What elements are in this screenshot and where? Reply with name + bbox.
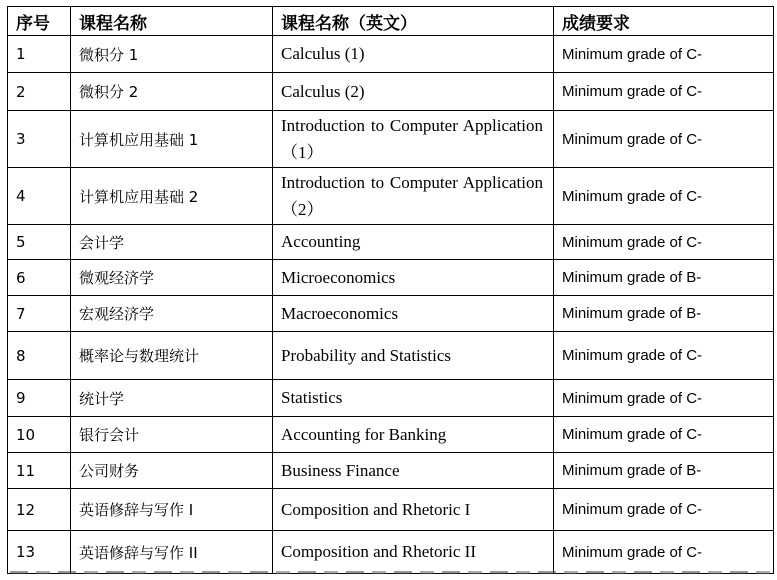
grade-requirement: Minimum grade of B- [554,453,774,489]
course-name: 概率论与数理统计 [71,332,273,380]
table-row [8,225,774,260]
course-name: 会计学 [71,225,273,260]
course-name-english: Macroeconomics [273,296,554,332]
course-name-english: Accounting for Banking [273,417,554,453]
grade-requirement: Minimum grade of C- [554,168,774,225]
course-name: 银行会计 [71,417,273,453]
row-number: 8 [8,332,71,380]
row-number: 9 [8,380,71,417]
row-number: 3 [8,111,71,168]
course-name-english: Probability and Statistics [273,332,554,380]
table-row [8,417,774,453]
course-name: 微积分 2 [71,73,273,111]
course-name: 微积分 1 [71,36,273,73]
grade-requirement: Minimum grade of C- [554,332,774,380]
course-name-english: Calculus (1) [273,36,554,73]
course-name: 微观经济学 [71,260,273,296]
table-row [8,489,774,531]
row-number: 12 [8,489,71,531]
course-name-english: Composition and Rhetoric I [273,489,554,531]
course-name-english: Composition and Rhetoric II [273,531,554,574]
table-row [8,260,774,296]
course-name: 公司财务 [71,453,273,489]
header-number: 序号 [8,7,71,36]
grade-requirement: Minimum grade of B- [554,296,774,332]
row-number: 6 [8,260,71,296]
course-name: 宏观经济学 [71,296,273,332]
table-row [8,168,774,225]
table-row [8,296,774,332]
header-row [8,7,774,36]
course-name-english: Statistics [273,380,554,417]
table-row [8,453,774,489]
grade-requirement: Minimum grade of C- [554,531,774,574]
course-name: 英语修辞与写作 I [71,489,273,531]
grade-requirement: Minimum grade of C- [554,380,774,417]
grade-requirement: Minimum grade of C- [554,73,774,111]
table-row [8,73,774,111]
course-name-english: Microeconomics [273,260,554,296]
row-number: 5 [8,225,71,260]
table-row [8,332,774,380]
course-name: 计算机应用基础 1 [71,111,273,168]
grade-requirement: Minimum grade of C- [554,417,774,453]
table-row [8,531,774,574]
row-number: 13 [8,531,71,574]
row-number: 2 [8,73,71,111]
course-name-english: Introduction to Computer Application（1） [273,111,554,168]
course-name: 英语修辞与写作 II [71,531,273,574]
grade-requirement: Minimum grade of C- [554,489,774,531]
row-number: 7 [8,296,71,332]
course-name-english: Introduction to Computer Application（2） [273,168,554,225]
grade-requirement: Minimum grade of C- [554,111,774,168]
grade-requirement: Minimum grade of C- [554,36,774,73]
course-name: 统计学 [71,380,273,417]
course-name: 计算机应用基础 2 [71,168,273,225]
table-row [8,380,774,417]
row-number: 4 [8,168,71,225]
cropped-text-line [10,571,770,574]
course-name-english: Accounting [273,225,554,260]
header-course-name-english: 课程名称（英文） [273,7,554,36]
header-grade-requirement: 成绩要求 [554,7,774,36]
row-number: 10 [8,417,71,453]
grade-requirement: Minimum grade of C- [554,225,774,260]
grade-requirement: Minimum grade of B- [554,260,774,296]
row-number: 1 [8,36,71,73]
course-requirements-table [7,6,774,574]
course-name-english: Calculus (2) [273,73,554,111]
course-name-english: Business Finance [273,453,554,489]
row-number: 11 [8,453,71,489]
table-row [8,36,774,73]
header-course-name: 课程名称 [71,7,273,36]
table-row [8,111,774,168]
